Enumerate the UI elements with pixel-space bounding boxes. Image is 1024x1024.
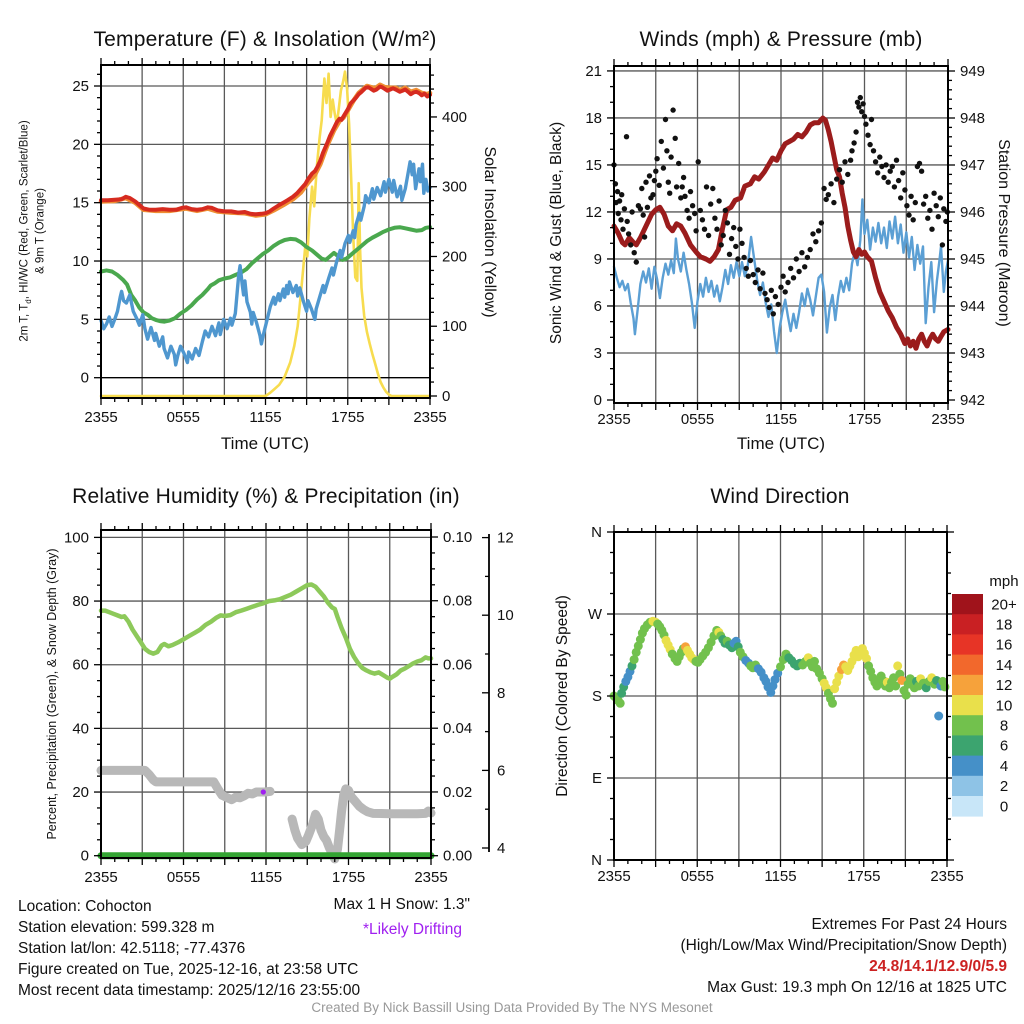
temp-insolation-chart: [72, 58, 467, 426]
svg-text:1155: 1155: [764, 411, 798, 428]
temp-chart-title: Temperature (F) & Insolation (W/m²): [93, 28, 437, 51]
svg-text:2355: 2355: [930, 868, 964, 885]
svg-text:18: 18: [995, 616, 1013, 634]
svg-text:20+: 20+: [991, 596, 1017, 614]
svg-text:E: E: [591, 770, 602, 787]
svg-text:0.08: 0.08: [443, 592, 473, 610]
station-location: Location: Cohocton: [18, 898, 152, 915]
svg-text:2355: 2355: [931, 411, 965, 428]
svg-text:18: 18: [585, 109, 602, 127]
wind-direction-chart-title: Wind Direction: [710, 485, 850, 508]
svg-text:949: 949: [960, 63, 986, 80]
svg-text:300: 300: [442, 178, 468, 196]
svg-text:1155: 1155: [249, 409, 282, 426]
svg-text:15: 15: [72, 194, 89, 212]
svg-text:943: 943: [960, 345, 986, 362]
svg-text:2355: 2355: [84, 869, 118, 886]
svg-text:1755: 1755: [847, 411, 882, 428]
svg-text:2355: 2355: [597, 411, 631, 428]
svg-text:6: 6: [999, 737, 1009, 755]
svg-text:947: 947: [960, 157, 986, 174]
svg-text:2355: 2355: [597, 868, 631, 885]
svg-text:15: 15: [585, 156, 602, 174]
svg-text:0.06: 0.06: [443, 656, 473, 674]
extremes-subtitle: (High/Low/Max Wind/Precipitation/Snow Depth): [680, 937, 1007, 954]
svg-text:12: 12: [497, 529, 514, 547]
svg-text:0555: 0555: [680, 868, 714, 885]
winds-chart-title: Winds (mph) & Pressure (mb): [639, 28, 923, 51]
svg-text:0: 0: [80, 369, 89, 387]
insolation-y-axis-label: Solar Insolation (Yellow): [481, 146, 498, 318]
svg-text:60: 60: [72, 656, 89, 674]
extremes-title: Extremes For Past 24 Hours: [811, 916, 1007, 933]
svg-text:10: 10: [497, 607, 514, 625]
svg-text:4: 4: [999, 757, 1009, 775]
svg-text:2355: 2355: [414, 869, 448, 886]
max-snow-note: Max 1 H Snow: 1.3": [333, 896, 470, 913]
svg-text:942: 942: [960, 392, 986, 409]
svg-text:100: 100: [442, 318, 468, 336]
svg-text:12: 12: [585, 203, 602, 221]
svg-text:0.00: 0.00: [443, 847, 473, 865]
humidity-chart-title: Relative Humidity (%) & Precipitation (in): [72, 485, 460, 508]
svg-text:14: 14: [995, 656, 1013, 674]
svg-text:8: 8: [497, 684, 506, 702]
svg-text:40: 40: [72, 720, 89, 738]
winds-pressure-chart: [585, 59, 985, 428]
most-recent-data-timestamp: Most recent data timestamp: 2025/12/16 23:55:00: [18, 982, 361, 999]
svg-text:100: 100: [63, 529, 89, 547]
wind-speed-colorbar: [952, 573, 1019, 817]
svg-text:0: 0: [80, 847, 89, 865]
svg-text:200: 200: [442, 248, 468, 266]
svg-text:0.04: 0.04: [443, 720, 473, 738]
svg-text:946: 946: [960, 204, 986, 221]
svg-text:0555: 0555: [166, 409, 200, 426]
svg-text:2355: 2355: [84, 409, 118, 426]
svg-text:1155: 1155: [249, 869, 283, 886]
svg-text:1755: 1755: [847, 868, 881, 885]
svg-text:N: N: [591, 524, 602, 541]
figure-created-timestamp: Figure created on Tue, 2025-12-16, at 23:58 UTC: [18, 961, 359, 978]
winds-x-axis-label: Time (UTC): [736, 434, 826, 453]
svg-text:W: W: [587, 606, 602, 623]
svg-text:N: N: [591, 852, 602, 869]
svg-text:5: 5: [80, 311, 89, 329]
direction-y-axis-label: Direction (Colored By Speed): [554, 595, 571, 797]
svg-text:0.02: 0.02: [443, 783, 473, 801]
svg-text:0: 0: [442, 388, 451, 405]
svg-text:10: 10: [72, 253, 89, 271]
extremes-values: 24.8/14.1/12.9/0/5.9: [869, 958, 1007, 975]
wind-y-axis-label: Sonic Wind & Gust (Blue, Black): [548, 121, 565, 345]
svg-text:945: 945: [960, 251, 986, 268]
svg-text:80: 80: [72, 593, 89, 611]
pressure-y-axis-label: Station Pressure (Maroon): [995, 139, 1012, 327]
svg-text:16: 16: [995, 636, 1013, 654]
svg-text:9: 9: [593, 250, 602, 268]
likely-drifting-note: *Likely Drifting: [362, 921, 462, 938]
svg-text:4: 4: [497, 840, 506, 857]
svg-text:944: 944: [960, 298, 986, 315]
svg-text:25: 25: [72, 78, 89, 95]
humidity-precip-chart: [64, 523, 514, 886]
svg-text:3: 3: [593, 344, 602, 362]
svg-text:1155: 1155: [764, 868, 797, 885]
svg-text:0555: 0555: [680, 411, 715, 428]
humidity-y-axis-label: Percent, Precipitation (Green), & Snow Depth (Gray): [45, 548, 59, 840]
svg-text:21: 21: [585, 62, 602, 80]
svg-text:S: S: [591, 688, 602, 705]
svg-text:20: 20: [72, 136, 89, 154]
svg-text:6: 6: [497, 762, 506, 780]
svg-text:10: 10: [995, 697, 1013, 715]
svg-text:1755: 1755: [331, 409, 365, 426]
svg-text:mph: mph: [989, 573, 1019, 590]
wind-direction-chart: [588, 524, 964, 885]
svg-text:0: 0: [593, 392, 602, 409]
station-elevation: Station elevation: 599.328 m: [18, 919, 215, 936]
svg-text:948: 948: [960, 110, 986, 127]
svg-text:2355: 2355: [413, 409, 447, 426]
station-latlon: Station lat/lon: 42.5118; -77.4376: [18, 940, 246, 957]
svg-text:12: 12: [995, 677, 1013, 695]
svg-text:2: 2: [999, 778, 1009, 796]
svg-text:8: 8: [999, 717, 1009, 735]
max-gust-note: Max Gust: 19.3 mph On 12/16 at 1825 UTC: [707, 979, 1007, 996]
svg-text:20: 20: [72, 784, 89, 802]
temp-y-axis-label: 2m T, $T_d$, HI/WC (Red, Green, Scarlet/Blue) & 9m T (Orange): [18, 120, 47, 342]
svg-text:6: 6: [593, 297, 602, 315]
svg-text:0: 0: [999, 798, 1009, 816]
svg-text:400: 400: [442, 108, 468, 126]
svg-text:0.10: 0.10: [443, 529, 473, 546]
credit-line: Created By Nick Bassill Using Data Provided By The NYS Mesonet: [311, 1000, 713, 1015]
svg-text:1755: 1755: [331, 869, 366, 886]
svg-text:0555: 0555: [166, 869, 201, 886]
temp-x-axis-label: Time (UTC): [220, 434, 310, 453]
